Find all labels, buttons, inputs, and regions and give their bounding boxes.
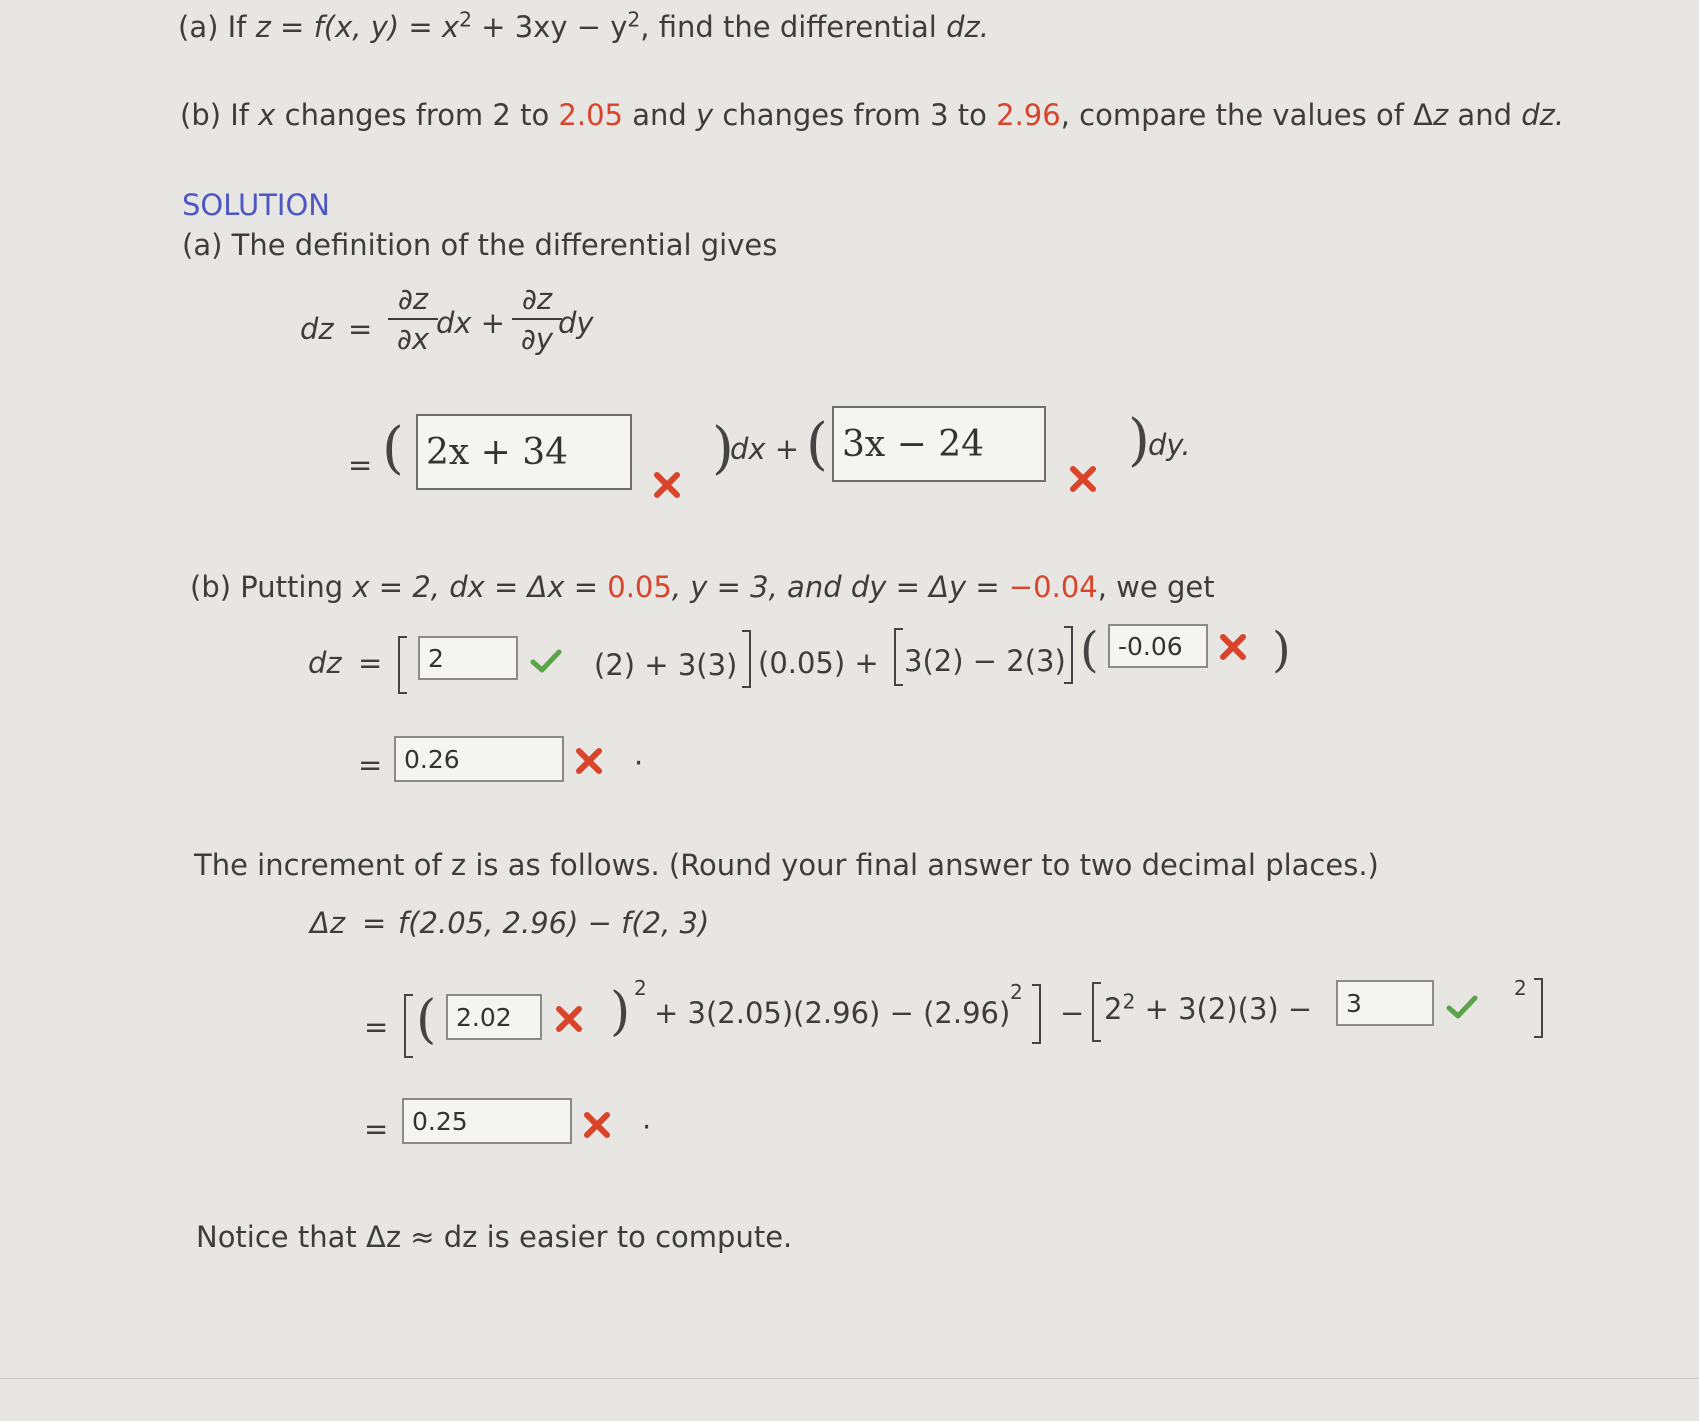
- wrong-x-icon: [582, 1110, 612, 1140]
- inc-square-exponent-3: 2: [1514, 976, 1527, 1000]
- open-bracket-inc: [404, 994, 413, 1058]
- open-paren: (: [382, 416, 404, 481]
- b-expression-3: 3(2) − 2(3): [904, 644, 1066, 678]
- partial-z-y-fraction: ∂z ∂y: [512, 282, 562, 356]
- equals-sign-inc3: =: [364, 1112, 389, 1146]
- open-bracket-inc2: [1092, 982, 1101, 1042]
- increment-intro: The increment of z is as follows. (Round your final answer to two decimal places.): [194, 848, 1379, 882]
- close-bracket-inc: [1032, 984, 1041, 1044]
- open-bracket: [398, 636, 407, 694]
- close-bracket-2: [1064, 626, 1073, 684]
- wrong-x-icon: [554, 1004, 584, 1034]
- dz-label-b: dz: [308, 646, 342, 680]
- close-bracket-inc2: [1534, 978, 1543, 1038]
- wrong-x-icon: [574, 746, 604, 776]
- partial-z-x-fraction: ∂z ∂x: [388, 282, 438, 356]
- correct-check-icon: [530, 648, 562, 674]
- answer-b2-input[interactable]: -0.06: [1108, 624, 1208, 668]
- problem-part-a: (a) If z = f(x, $y) = x^2 + 3xy - y^2$, find the differential dz.: [178, 7, 989, 44]
- close-bracket: [742, 630, 751, 688]
- delta-z-label: Δz: [310, 906, 346, 940]
- dx-plus-text: dx +: [436, 306, 506, 340]
- answer-inc1-input[interactable]: 2.02: [446, 994, 542, 1040]
- close-paren-inc: ): [610, 982, 631, 1042]
- wrong-x-icon: [1068, 464, 1098, 494]
- inc-minus: −: [1060, 996, 1085, 1030]
- wrong-x-icon: [652, 470, 682, 500]
- wrong-x-icon: [1218, 632, 1248, 662]
- close-paren: ): [712, 416, 734, 481]
- dz-label: dz: [300, 312, 334, 346]
- equals-sign-b: =: [358, 646, 383, 680]
- problem-part-b: (b) If x changes from 2 to 2.05 and y changes from 3 to 2.96, compare the values of Δz and dz.: [180, 98, 1565, 132]
- dy-end-text: dy.: [1148, 428, 1191, 462]
- solution-heading: SOLUTION: [182, 188, 330, 222]
- period-dot: ·: [634, 746, 644, 780]
- open-paren-inc: (: [416, 990, 437, 1050]
- answer-dzdx-input[interactable]: 2x + 34: [416, 414, 632, 490]
- delta-z-definition: f(2.05, 2.96) − f(2, 3): [398, 906, 710, 940]
- equals-sign-b2: =: [358, 748, 383, 782]
- inc-expression-2: $2^2 + 3(2)(3)$ −: [1104, 989, 1313, 1026]
- b-expression-2: (0.05) +: [758, 646, 879, 680]
- equals-sign-2: =: [348, 448, 373, 482]
- answer-inc3-input[interactable]: 0.25: [402, 1098, 572, 1144]
- close-paren-b: ): [1272, 622, 1291, 678]
- correct-check-icon: [1446, 994, 1478, 1020]
- answer-b3-input[interactable]: 0.26: [394, 736, 564, 782]
- equals-sign-inc2: =: [364, 1010, 389, 1044]
- equals-sign-inc: =: [362, 906, 387, 940]
- open-paren-2: (: [806, 412, 828, 477]
- open-bracket-2: [894, 628, 903, 686]
- open-paren-b: (: [1080, 622, 1099, 678]
- answer-b1-input[interactable]: 2: [418, 636, 518, 680]
- solution-a-intro: (a) The definition of the differential gives: [182, 228, 778, 262]
- close-paren-2: ): [1128, 408, 1150, 473]
- divider: [0, 1378, 1699, 1379]
- notice-text: Notice that Δz ≈ dz is easier to compute.: [196, 1220, 793, 1254]
- answer-inc2-input[interactable]: 3: [1336, 980, 1434, 1026]
- solution-b-intro: (b) Putting x = 2, dx = Δx = 0.05, y = 3, and dy = Δy = −0.04, we get: [190, 570, 1215, 604]
- inc-square-exponent: 2: [634, 976, 647, 1000]
- b-expression-1: (2) + 3(3): [594, 648, 738, 682]
- dy-text: dy: [558, 306, 594, 340]
- dx-plus-text-2: dx +: [730, 432, 800, 466]
- equals-sign: =: [348, 312, 373, 346]
- answer-dzdy-input[interactable]: 3x − 24: [832, 406, 1046, 482]
- period-dot-2: ·: [642, 1110, 652, 1144]
- inc-expression-1: + 3(2.05)(2.96) − (2.96): [654, 996, 1011, 1030]
- inc-square-exponent-2: 2: [1010, 980, 1023, 1004]
